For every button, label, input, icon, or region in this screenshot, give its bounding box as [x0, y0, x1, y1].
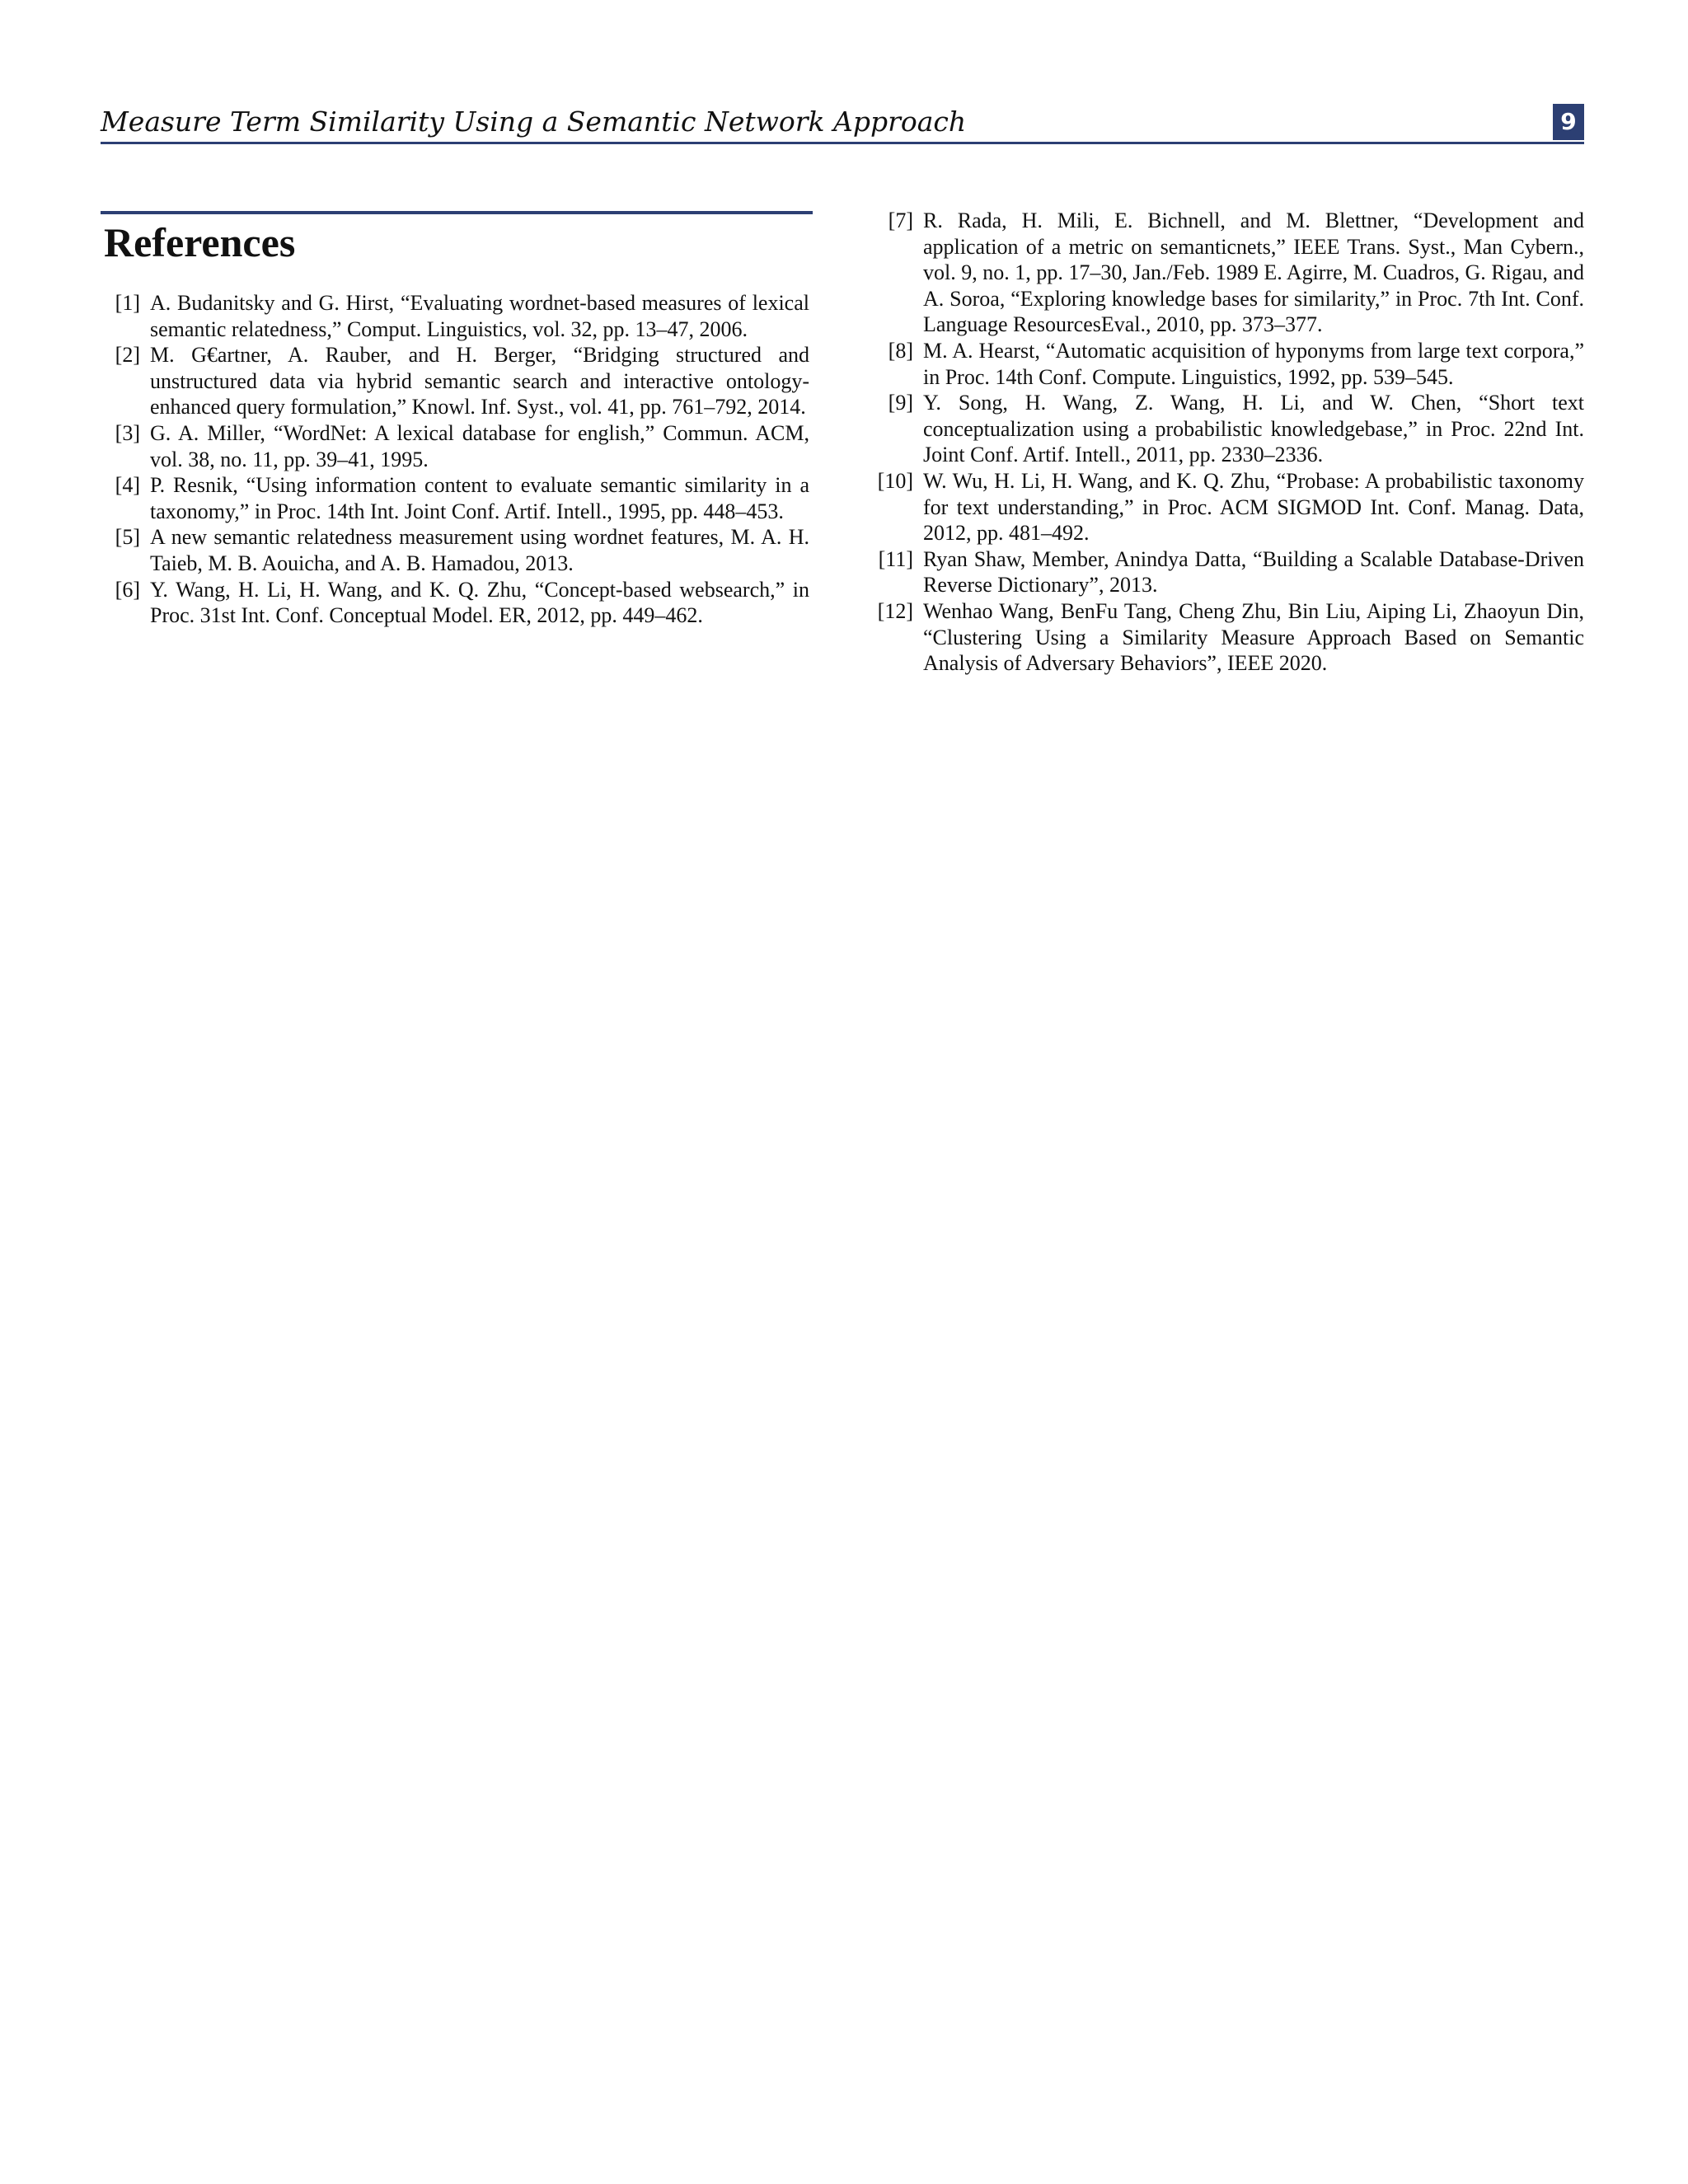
reference-label: [8]	[888, 338, 913, 363]
page-number: 9	[1553, 104, 1584, 140]
running-title: Measure Term Similarity Using a Semantic Network Approach	[101, 105, 967, 138]
reference-label: [12]	[877, 598, 913, 623]
references-heading: References	[104, 219, 296, 265]
reference-label: [1]	[115, 291, 140, 315]
reference-text: Y. Song, H. Wang, Z. Wang, H. Li, and W. Chen, “Short text conceptualization using a probabilistic knowledgebase,” in Proc. 22nd Int. Joint Conf. Artif. Intell., 2011, pp. 2330–2336.	[923, 391, 1584, 467]
reference-label: [7]	[888, 209, 913, 232]
reference-label: [11]	[878, 546, 913, 571]
reference-text: Ryan Shaw, Member, Anindya Datta, “Building a Scalable Database-Driven Reverse Dictionary”, 2013.	[923, 546, 1584, 598]
reference-label: [4]	[115, 473, 140, 498]
reference-item	[104, 420, 809, 472]
reference-text: Y. Wang, H. Li, H. Wang, and K. Q. Zhu, “Concept-based websearch,” in Proc. 31st Int. Conf. Conceptual Model. ER, 2012, pp. 449–462.	[150, 577, 809, 628]
reference-item	[104, 524, 809, 576]
reference-text: M. A. Hearst, “Automatic acquisition of hyponyms from large text corpora,” in Proc. 14th Conf. Compute. Linguistics, 1992, pp. 539–545.	[923, 338, 1584, 389]
reference-text: A new semantic relatedness measurement using wordnet features, M. A. H. Taieb, M. B. Aouicha, and A. B. Hamadou, 2013.	[150, 525, 809, 575]
reference-label: [6]	[115, 577, 140, 602]
reference-label: [3]	[115, 420, 140, 445]
reference-item	[865, 598, 1584, 677]
reference-text: P. Resnik, “Using information content to evaluate semantic similarity in a taxonomy,” in Proc. 14th Int. Joint Conf. Artif. Intell., 1995, pp. 448–453.	[150, 473, 809, 523]
reference-item	[104, 472, 809, 524]
reference-item	[104, 342, 809, 420]
reference-item	[865, 546, 1584, 598]
reference-item	[865, 338, 1584, 390]
references-list-right	[865, 208, 1584, 677]
reference-item	[865, 390, 1584, 468]
reference-item	[104, 577, 809, 629]
running-header	[101, 104, 1584, 144]
reference-text: M. G€artner, A. Rauber, and H. Berger, “Bridging structured and unstructured data via hybrid semantic search and interactive ontology-enhanced query formulation,” Knowl. Inf. Syst., vol. 41, pp. 761–792, 2014.	[150, 343, 809, 419]
references-list-left	[104, 290, 809, 629]
reference-text: Wenhao Wang, BenFu Tang, Cheng Zhu, Bin Liu, Aiping Li, Zhaoyun Din, “Clustering Using a Similarity Measure Approach Based on Semantic Analysis of Adversary Behaviors”, IEEE 2020.	[923, 598, 1584, 676]
reference-item	[865, 468, 1584, 546]
reference-text: A. Budanitsky and G. Hirst, “Evaluating wordnet-based measures of lexical semantic relatedness,” Comput. Linguistics, vol. 32, pp. 13–47, 2006.	[150, 291, 809, 341]
reference-text: G. A. Miller, “WordNet: A lexical database for english,” Commun. ACM, vol. 38, no. 11, pp. 39–41, 1995.	[150, 420, 809, 471]
reference-item	[865, 208, 1584, 338]
reference-item	[104, 290, 809, 342]
reference-label: [5]	[115, 525, 140, 550]
reference-label: [9]	[888, 391, 913, 415]
reference-text: R. Rada, H. Mili, E. Bichnell, and M. Blettner, “Development and application of a metric on semanticnets,” IEEE Trans. Syst., Man Cybern., vol. 9, no. 1, pp. 17–30, Jan./Feb. 1989 E. Agirre, M. Cuadros, G. Rigau, and A. Soroa, “Exploring knowledge bases for similarity,” in Proc. 7th Int. Conf. Language ResourcesEval., 2010, pp. 373–377.	[923, 209, 1584, 337]
section-rule	[101, 211, 813, 214]
reference-text: W. Wu, H. Li, H. Wang, and K. Q. Zhu, “Probase: A probabilistic taxonomy for text understanding,” in Proc. ACM SIGMOD Int. Conf. Manag. Data, 2012, pp. 481–492.	[923, 468, 1584, 546]
reference-label: [10]	[877, 468, 913, 493]
reference-label: [2]	[115, 343, 140, 368]
